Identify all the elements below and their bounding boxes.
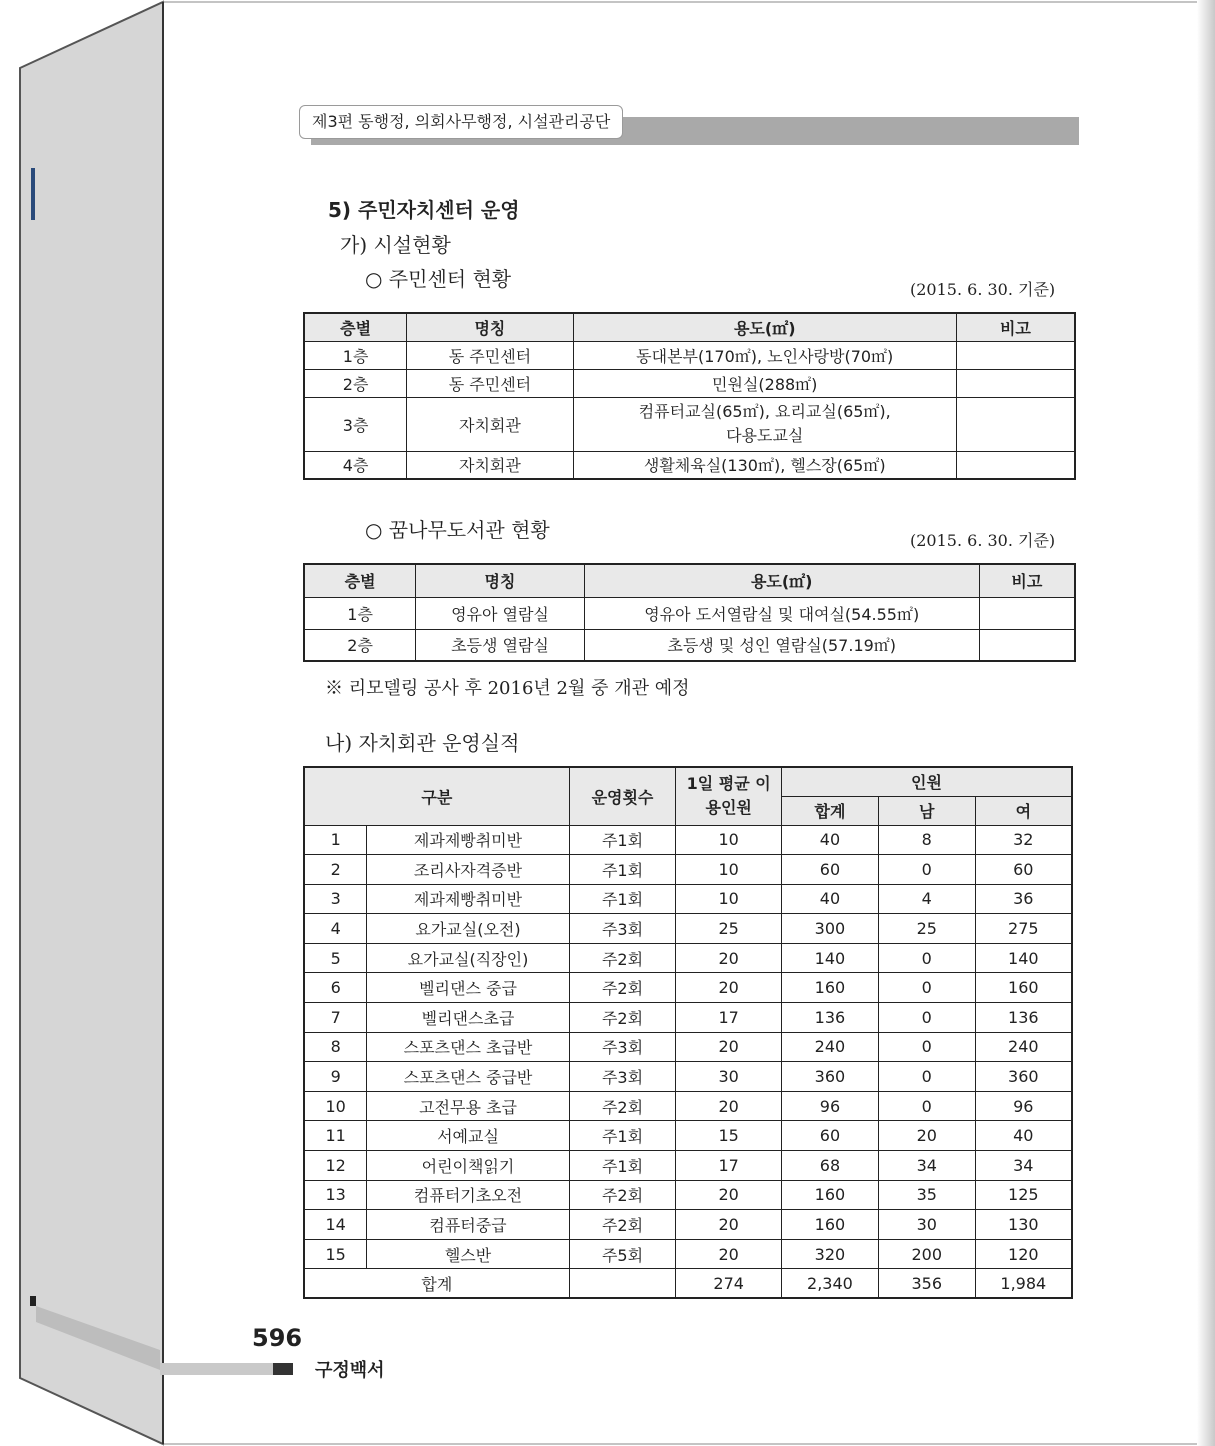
table-row: 13 컴퓨터기초오전 주2회 20 160 35 125 [304, 1180, 1072, 1210]
table-row: 8 스포츠댄스 초급반 주3회 20 240 0 240 [304, 1032, 1072, 1062]
total-male: 356 [878, 1269, 975, 1298]
header-frequency: 운영횟수 [569, 767, 676, 825]
header-remarks: 비고 [979, 564, 1075, 597]
subsection-facilities: 가) 시설현황 [340, 233, 451, 257]
header-female: 여 [975, 796, 1072, 825]
community-center-table [303, 312, 1076, 480]
table-row: 10 고전무용 초급 주2회 20 96 0 96 [304, 1091, 1072, 1121]
bullet-library: ○ 꿈나무도서관 현황 [365, 518, 550, 542]
footer-block [273, 1363, 293, 1375]
program-performance-table [303, 766, 1073, 1299]
reference-date-1: (2015. 6. 30. 기준) [910, 280, 1056, 299]
header-category: 구분 [304, 767, 569, 825]
table-row: 4 요가교실(오전) 주3회 25 300 25 275 [304, 914, 1072, 944]
table-row: 15 헬스반 주5회 20 320 200 120 [304, 1239, 1072, 1269]
table-row: 3층 자치회관 컴퓨터교실(65㎡), 요리교실(65㎡), 다용도교실 [304, 397, 1075, 451]
header-people: 인원 [782, 767, 1072, 796]
table-row: 1층 영유아 열람실 영유아 도서열람실 및 대여실(54.55㎡) [304, 597, 1075, 629]
table-row: 7 벨리댄스초급 주2회 17 136 0 136 [304, 1003, 1072, 1033]
table-row: 2 조리사자격증반 주1회 10 60 0 60 [304, 855, 1072, 885]
total-female: 1,984 [975, 1269, 1072, 1298]
header-remarks: 비고 [956, 313, 1075, 341]
book-title: 구정백서 [315, 1360, 385, 1381]
header-usage: 용도(㎡) [573, 313, 956, 341]
table-row: 9 스포츠댄스 중급반 주3회 30 360 0 360 [304, 1062, 1072, 1092]
header-name: 명칭 [416, 564, 585, 597]
header-floor: 층별 [304, 313, 407, 341]
subsection-performance: 나) 자치회관 운영실적 [325, 731, 520, 755]
reference-date-2: (2015. 6. 30. 기준) [910, 531, 1056, 550]
total-label: 합계 [304, 1269, 569, 1298]
table-row: 14 컴퓨터중급 주2회 20 160 30 130 [304, 1210, 1072, 1240]
table-row: 12 어린이책읽기 주1회 17 68 34 34 [304, 1151, 1072, 1181]
section-title: 5) 주민자치센터 운영 [328, 198, 520, 222]
table-row: 1 제과제빵취미반 주1회 10 40 8 32 [304, 825, 1072, 855]
total-row [304, 1269, 1072, 1298]
library-table [303, 563, 1076, 662]
page-edge-shadow [1197, 0, 1215, 1446]
total-sum: 2,340 [782, 1269, 879, 1298]
table-row: 2층 초등생 열람실 초등생 및 성인 열람실(57.19㎡) [304, 629, 1075, 661]
bullet-community-center: ○ 주민센터 현황 [365, 267, 512, 291]
header-floor: 층별 [304, 564, 416, 597]
header-usage: 용도(㎡) [584, 564, 979, 597]
table-row: 2층 동 주민센터 민원실(288㎡) [304, 369, 1075, 397]
table-row: 6 벨리댄스 중급 주2회 20 160 0 160 [304, 973, 1072, 1003]
table-row: 11 서예교실 주1회 15 60 20 40 [304, 1121, 1072, 1151]
total-daily: 274 [676, 1269, 782, 1298]
chapter-header: 제3편 동행정, 의회사무행정, 시설관리공단 [299, 105, 623, 139]
table-row: 1층 동 주민센터 동대본부(170㎡), 노인사랑방(70㎡) [304, 341, 1075, 369]
header-male: 남 [878, 796, 975, 825]
table-row: 4층 자치회관 생활체육실(130㎡), 헬스장(65㎡) [304, 451, 1075, 479]
header-name: 명칭 [407, 313, 573, 341]
page-number: 596 [252, 1324, 303, 1352]
remodeling-note: ※ 리모델링 공사 후 2016년 2월 중 개관 예정 [325, 678, 690, 699]
header-daily-average: 1일 평균 이용인원 [676, 767, 782, 825]
table-row: 5 요가교실(직장인) 주2회 20 140 0 140 [304, 943, 1072, 973]
header-total: 합계 [782, 796, 879, 825]
table-row: 3 제과제빵취미반 주1회 10 40 4 36 [304, 884, 1072, 914]
